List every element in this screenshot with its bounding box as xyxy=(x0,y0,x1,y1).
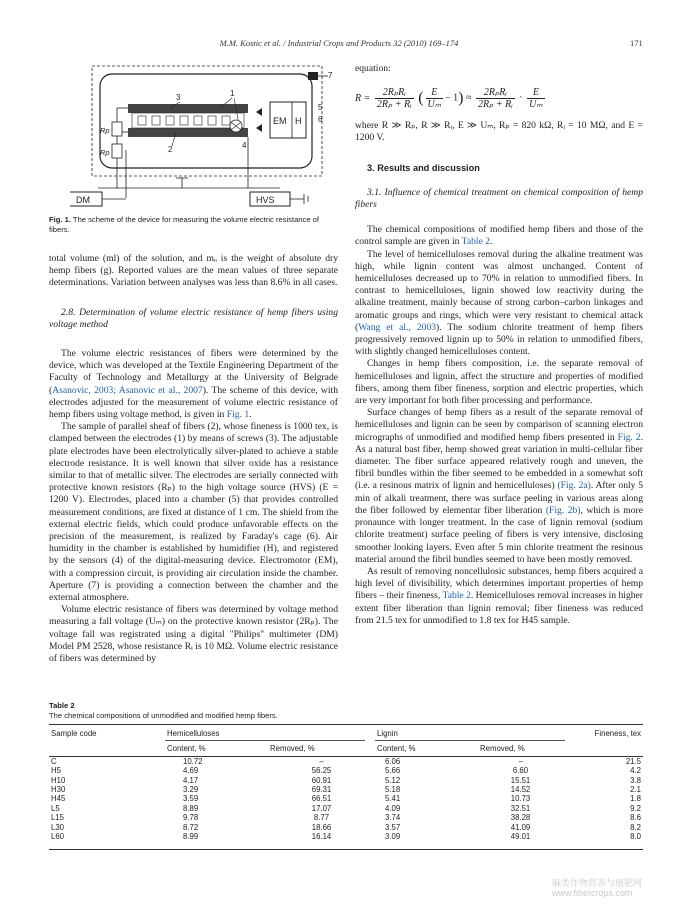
equation-where-line: where R ≫ Rₚ, R ≫ Rᵢ, E ≫ Uₘ, Rₚ = 820 kΩ, Rᵢ = 10 MΩ, and E = 1200 V. xyxy=(355,120,643,144)
right-paragraph-5: As result of removing noncellulosic substances, hemp fibers acquired a high level of divisibility, which determines important properties of hemp fibers – their fineness, Table 2. Hemicelluloses removal increases in higher extent fiber liberation than lignin removal; fiber fineness was reduced from 21.5 tex for unmodified to 1.8 tex for H45 sample. xyxy=(355,565,643,626)
table-cell: 8.77 xyxy=(313,813,330,823)
page-number: 171 xyxy=(630,38,643,48)
label-hvs: HVS xyxy=(256,195,275,205)
table-cell: L15 xyxy=(51,813,65,823)
label-rp-bottom: Rp xyxy=(100,148,110,157)
table-cell: H5 xyxy=(51,766,61,776)
section-2-8-heading: 2.8. Determination of volume electric resistance of hemp fibers using voltage method xyxy=(49,306,338,330)
table-cell: L60 xyxy=(51,832,65,842)
table-cell: 69.31 xyxy=(311,785,332,795)
table-row xyxy=(49,804,643,813)
table-2-link-2[interactable]: Table 2 xyxy=(442,590,471,602)
figure-2b-link[interactable]: (Fig. 2b) xyxy=(545,504,581,516)
table-cell: 17.07 xyxy=(311,803,332,813)
left-paragraph-3: Volume electric resistance of fibers was determined by voltage method measuring a fall voltage (Uₘ) on the protective known resistor (2Rₚ). The voltage fall was registrated using a digital "Philips" multimeter (DM) Model PM 2528, whose resistance Rᵢ is 10 MΩ. Volume electric resistance of fibers was determined by xyxy=(49,604,338,665)
header-content-hemi: Content, % xyxy=(167,744,206,754)
label-em: EM xyxy=(273,116,287,126)
table-cell: 8.0 xyxy=(630,832,641,842)
table-cell: 16.14 xyxy=(311,832,332,842)
citation-wang[interactable]: Wang et al., 2003 xyxy=(358,321,437,333)
left-column xyxy=(49,253,338,665)
right-paragraph-4: Surface changes of hemp fibers as a result of the separate removal of hemicelluloses and lignin can be seen by comparison of scanning electron micrographs of unmodified and modified hemp fibers presented in Fig. 2. As a natural bast fiber, hemp showed great variation in multi-cellular fiber diameter. The fiber surface appeared relatively rough and uneven, the fibril bundles within the fiber seemed to be embedded in a somewhat soft (i.e. a resinous matrix of lignin and hemicelluloses) (Fig. 2a). After only 5 min of alkali treatment, there was surface peeling in various areas along the fiber followed by elementar fiber liberation (Fig. 2b), which is more pronaunce with longer treatment. In the case of lignin removal (sodium chlorite treatment) surface peeling of fibers is very intensive, disclosing smoother looking layers. Even after 5 min chlorite treatment the resinous material around the fibril bundles seemed to have been mostly removed. xyxy=(355,407,644,565)
table-cell: 9.78 xyxy=(183,813,199,823)
table-cell: 32.51 xyxy=(510,803,531,813)
electrode-bottom xyxy=(128,128,248,137)
figure-2-link[interactable]: Fig. 2 xyxy=(617,431,641,443)
label-7: 7 xyxy=(328,71,333,80)
section-3-heading: 3. Results and discussion xyxy=(367,162,480,173)
table-cell: 38.28 xyxy=(510,813,531,823)
table-cell: 10.73 xyxy=(510,794,531,804)
table-cell: 41.09 xyxy=(510,822,531,832)
left-continued-paragraph: total volume (ml) of the solution, and mₒ is the weight of absolute dry hemp fibers (g). Reported values are the mean values of three separate determinations. Variation between analyses was less than 8.6% in all cases. xyxy=(49,253,338,289)
table-cell: 8.6 xyxy=(630,813,641,823)
table-top-rule xyxy=(49,724,643,725)
running-head: M.M. Kostic et al. / Industrial Crops and Products 32 (2010) 169–174 xyxy=(219,38,459,48)
electrode-top xyxy=(128,104,248,113)
watermark-line-1: 麻类作物营养与施肥网 xyxy=(552,878,643,888)
table-2-link[interactable]: Table 2 xyxy=(461,236,491,248)
table-cell: 5.12 xyxy=(385,775,401,785)
watermark-line-2: www.fibercrops.com xyxy=(552,888,633,898)
equation-intro: equation: xyxy=(355,63,391,74)
table-cell: 4.2 xyxy=(630,766,641,776)
table-2-caption xyxy=(49,701,449,721)
table-cell: L30 xyxy=(51,822,65,832)
table-cell: 60.91 xyxy=(311,775,332,785)
table-header-row-1 xyxy=(49,729,643,738)
label-h: H xyxy=(295,116,302,126)
table-cell: C xyxy=(51,756,57,766)
table-cell: 4.17 xyxy=(183,775,199,785)
figure-1-caption-text: The scheme of the device for measuring the volume electric resistance of fibers. xyxy=(49,215,319,234)
table-cell: 1.8 xyxy=(630,794,641,804)
label-3: 3 xyxy=(176,93,181,102)
table-row xyxy=(49,776,643,785)
table-row xyxy=(49,766,643,775)
table-cell: – xyxy=(319,756,324,766)
table-cell: – xyxy=(518,756,523,766)
table-bottom-rule xyxy=(49,849,643,850)
table-cell: 8.72 xyxy=(183,822,199,832)
watermark xyxy=(552,878,642,898)
table-row xyxy=(49,832,643,841)
table-cell: 66.51 xyxy=(311,794,332,804)
header-lignin: Lignin xyxy=(377,729,398,738)
header-sample-code: Sample code xyxy=(51,729,97,738)
table-cell: 3.09 xyxy=(385,832,401,842)
table-cell: 3.74 xyxy=(385,813,401,823)
header-fineness: Fineness, tex xyxy=(594,729,641,738)
table-row xyxy=(49,823,643,832)
table-cell: 15.51 xyxy=(510,775,531,785)
label-rp-top: Rp xyxy=(100,126,110,135)
citation-asanovic[interactable]: Asanovic, 2003; Asanovic et al., 2007 xyxy=(52,384,203,396)
header-removed-lignin: Removed, % xyxy=(480,744,525,754)
table-2-label: Table 2 xyxy=(49,701,75,710)
label-1: 1 xyxy=(230,89,235,98)
table-cell: L5 xyxy=(51,803,60,813)
equation-block: R = $\frac{\text{2RₚRᵢ}}{\text{2Rₚ + Rᵢ}}$ ( $\frac{E}{\text{Uₘ}}$ − 1) ≈ $\frac{\text{2RₚRᵢ}}{\text{2Rₚ + Rᵢ}}$ · $\frac{E}{\text{Uₘ}}$ xyxy=(355,87,543,111)
table-cell: 14.52 xyxy=(510,785,531,795)
label-5: 5 xyxy=(318,103,323,112)
header-hemicelluloses: Hemicelluloses xyxy=(167,729,220,738)
table-cell: H30 xyxy=(51,785,66,795)
figure-1-diagram xyxy=(70,60,345,210)
left-paragraph-1: The volume electric resistances of fibers were determined by the device, which was developed at the Textile Engineering Department of the Faculty of Technology and Metallurgy at the University of Belgrade (Asanovic, 2003; Asanovic et al., 2007). The scheme of this device, with electrodes adjusted for the measurement of volume electric resistance of hemp fibers using voltage method, is given in Fig. 1. xyxy=(49,348,338,421)
section-3-1-heading: 3.1. Influence of chemical treatment on chemical composition of hemp fibers xyxy=(355,186,643,211)
table-row xyxy=(49,794,643,803)
right-paragraph-1: The chemical compositions of modified hemp fibers and those of the control sample are given in Table 2. xyxy=(355,224,643,248)
figure-1-link[interactable]: Fig. 1 xyxy=(226,409,250,421)
table-cell: 56.25 xyxy=(311,766,332,776)
table-cell: 4.09 xyxy=(385,803,401,813)
right-paragraph-2: The level of hemicelluloses removal during the alkaline treatment was high, while lignin content was almost unchanged. Content of hemicelluloses decreased up to 70% in relation to unmodified fibers. In contrast to hemicelluloses, lignin showed low reactivity during the alkaline treatment, mainly because of strong carbon–carbon linkages and aromatic groups and rings, which were very resistant to chemical attack (Wang et al., 2003). The sodium chlorite treatment of hemp fibers progressively removed lignin up to 50% in relation to unmodified fibers, with slightly changed hemicelluloses content. xyxy=(355,248,643,358)
table-cell: H10 xyxy=(51,775,66,785)
label-4: 4 xyxy=(242,141,247,150)
table-cell: 5.18 xyxy=(385,785,401,795)
table-cell: 21.5 xyxy=(625,756,641,766)
left-paragraph-2: The sample of parallel sheaf of fibers (2), whose fineness is 1000 tex, is clamped between the electrodes (1) by means of screws (3). The adjustable plate electrodes have been electrolytically silver-plated to achieve a stable electrode resistance. It is well known that silver oxide has a resistance similar to that of metallic silver. The electrodes are serially connected with protective known resistors (Rₚ) to the high voltage source (HVS) (E = 1200 V). Electrodes, placed into a chamber (5) that provides controlled measurement conditions, are fixed at distance of 1 cm. The shield from the external electric fields, which could produce unfavorable effects on the precision of the measurement, is realized by Faraday's cage (6). Air humidity in the chamber is established by humidifier (H), and registered by the sensors (4) of the digital-measuring device. Electromotor (EM), with a compression circuit, is providing air circulation inside the chamber. Aperture (7) is providing a connection between the chamber and the external atmosphere. xyxy=(49,421,338,604)
label-6: 6 xyxy=(318,115,323,124)
table-header-row-2 xyxy=(49,744,643,753)
table-2-body xyxy=(49,757,643,842)
table-row xyxy=(49,785,643,794)
table-cell: 6.60 xyxy=(512,766,529,776)
table-cell: 3.29 xyxy=(183,785,199,795)
table-cell: 49.01 xyxy=(510,832,531,842)
table-cell: 8.89 xyxy=(183,803,199,813)
table-cell: 10.72 xyxy=(183,756,203,766)
figure-2a-link[interactable]: (Fig. 2a) xyxy=(557,480,591,492)
header-removed-hemi: Removed, % xyxy=(270,744,315,754)
table-cell: 9.2 xyxy=(630,803,641,813)
label-dm: DM xyxy=(76,195,90,205)
right-paragraph-3: Changes in hemp fibers composition, i.e. the separate removal of hemicelluloses and lignin, affect the structure and properties of modified fibers, among them fiber fineness, sorption and electric properties, which are very important for both fiber processing and performance. xyxy=(355,358,643,407)
table-cell: H45 xyxy=(51,794,66,804)
label-2: 2 xyxy=(168,145,173,154)
table-cell: 2.1 xyxy=(630,785,641,795)
table-cell: 5.66 xyxy=(385,766,401,776)
table-cell: 3.57 xyxy=(385,822,401,832)
table-cell: 6.06 xyxy=(385,756,401,766)
table-cell: 3.59 xyxy=(183,794,199,804)
table-cell: 5.41 xyxy=(385,794,401,804)
table-2 xyxy=(49,729,643,841)
table-2-caption-text: The chemical compositions of unmodified and modified hemp fibers. xyxy=(49,711,278,720)
table-row xyxy=(49,757,643,766)
table-cell: 8.2 xyxy=(630,822,641,832)
table-cell: 3.8 xyxy=(630,775,641,785)
aperture-symbol xyxy=(308,72,318,80)
table-cell: 4.69 xyxy=(183,766,199,776)
table-cell: 8.99 xyxy=(183,832,199,842)
figure-1-caption-label: Fig. 1. xyxy=(49,215,71,224)
right-column xyxy=(355,63,643,627)
table-row xyxy=(49,813,643,822)
figure-1-caption xyxy=(49,215,339,235)
header-content-lignin: Content, % xyxy=(377,744,416,754)
table-cell: 18.66 xyxy=(311,822,332,832)
